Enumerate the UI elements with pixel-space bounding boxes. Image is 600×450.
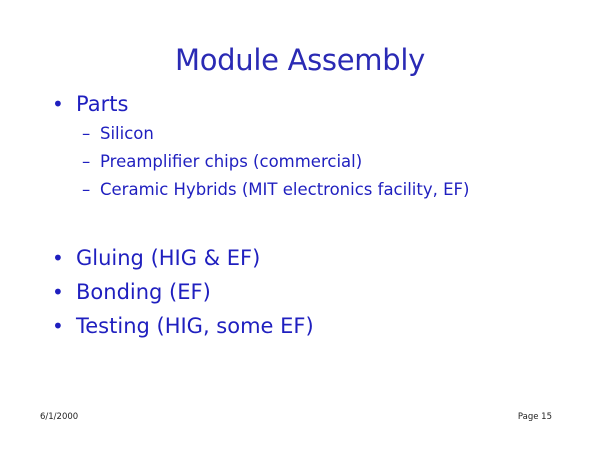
footer-date: 6/1/2000 bbox=[40, 412, 79, 422]
sub-bullet-text: Ceramic Hybrids (MIT electronics facility, EF) bbox=[100, 180, 470, 199]
footer-page-number: Page 15 bbox=[517, 412, 552, 422]
bullet-text: Bonding (EF) bbox=[76, 280, 211, 304]
bullet-item bbox=[52, 90, 128, 118]
sub-bullet-text: Preamplifier chips (commercial) bbox=[100, 152, 363, 171]
bullet-icon: • bbox=[52, 246, 64, 270]
bullet-item bbox=[52, 278, 211, 306]
bullet-text: Parts bbox=[76, 92, 129, 116]
sub-bullet-item bbox=[82, 123, 154, 145]
dash-icon: – bbox=[82, 180, 91, 199]
bullet-text: Gluing (HIG & EF) bbox=[76, 246, 261, 270]
bullet-icon: • bbox=[52, 280, 64, 304]
bullet-item bbox=[52, 312, 314, 340]
dash-icon: – bbox=[82, 124, 91, 143]
bullet-item bbox=[52, 244, 260, 272]
bullet-icon: • bbox=[52, 314, 64, 338]
bullet-text: Testing (HIG, some EF) bbox=[76, 314, 314, 338]
dash-icon: – bbox=[82, 152, 91, 171]
sub-bullet-text: Silicon bbox=[100, 124, 154, 143]
slide-title: Module Assembly bbox=[175, 43, 425, 77]
sub-bullet-item bbox=[82, 151, 362, 173]
bullet-icon: • bbox=[52, 92, 64, 116]
sub-bullet-item bbox=[82, 179, 469, 201]
